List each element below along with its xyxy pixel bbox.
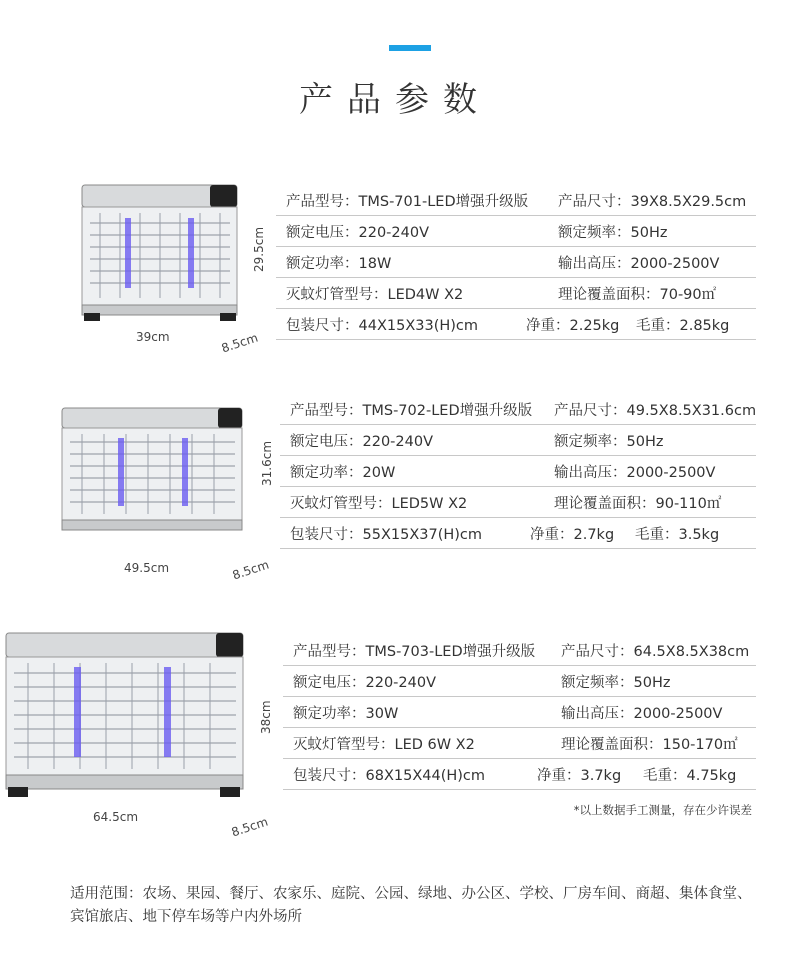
spec-table-1	[276, 185, 756, 340]
depth-dim-3: 8.5cm	[229, 814, 270, 840]
lamp-image-2	[60, 406, 245, 538]
spec-row: 灭蚊灯管型号：LED5W X2 理论覆盖面积：90-110㎡	[280, 487, 756, 518]
lamp-image-3	[4, 631, 246, 803]
width-dim-2: 49.5cm	[124, 561, 170, 575]
width-dim-1: 39cm	[136, 330, 170, 344]
spec-row: 产品型号：TMS-703-LED增强升级版 产品尺寸：64.5X8.5X38cm	[283, 635, 756, 666]
spec-row: 包装尺寸：68X15X44(H)cm 净重：3.7kg 毛重：4.75kg	[283, 759, 756, 790]
spec-row: 额定功率：20W 输出高压：2000-2500V	[280, 456, 756, 487]
spec-row: 额定功率：30W 输出高压：2000-2500V	[283, 697, 756, 728]
spec-table-2	[280, 394, 756, 549]
usage-scope-text: 适用范围：农场、果园、餐厅、农家乐、庭院、公园、绿地、办公区、学校、厂房车间、商超、集体食堂、宾馆旅店、地下停车场等户内外场所	[70, 886, 752, 925]
depth-dim-1: 8.5cm	[219, 330, 260, 356]
height-dim-1: 29.5cm	[252, 226, 266, 272]
spec-row: 产品型号：TMS-702-LED增强升级版 产品尺寸：49.5X8.5X31.6cm	[280, 394, 756, 425]
width-dim-3: 64.5cm	[93, 810, 139, 824]
spec-row: 额定电压：220-240V 额定频率：50Hz	[280, 425, 756, 456]
height-dim-2: 31.6cm	[260, 440, 274, 486]
spec-row: 包装尺寸：44X15X33(H)cm 净重：2.25kg 毛重：2.85kg	[276, 309, 756, 340]
spec-row: 额定电压：220-240V 额定频率：50Hz	[276, 216, 756, 247]
spec-row: 灭蚊灯管型号：LED4W X2 理论覆盖面积：70-90㎡	[276, 278, 756, 309]
spec-row: 额定功率：18W 输出高压：2000-2500V	[276, 247, 756, 278]
spec-table-3	[283, 635, 756, 790]
depth-dim-2: 8.5cm	[230, 557, 271, 583]
height-dim-3: 38cm	[259, 700, 273, 734]
spec-row: 灭蚊灯管型号：LED 6W X2 理论覆盖面积：150-170㎡	[283, 728, 756, 759]
page-title: 产品参数	[299, 80, 491, 120]
spec-row: 额定电压：220-240V 额定频率：50Hz	[283, 666, 756, 697]
lamp-image-1	[80, 183, 240, 325]
spec-row: 产品型号：TMS-701-LED增强升级版 产品尺寸：39X8.5X29.5cm	[276, 185, 756, 216]
measurement-note: *以上数据手工测量，存在少许误差	[573, 803, 752, 817]
title-accent-bar	[389, 45, 431, 51]
spec-row: 包装尺寸：55X15X37(H)cm 净重：2.7kg 毛重：3.5kg	[280, 518, 756, 549]
